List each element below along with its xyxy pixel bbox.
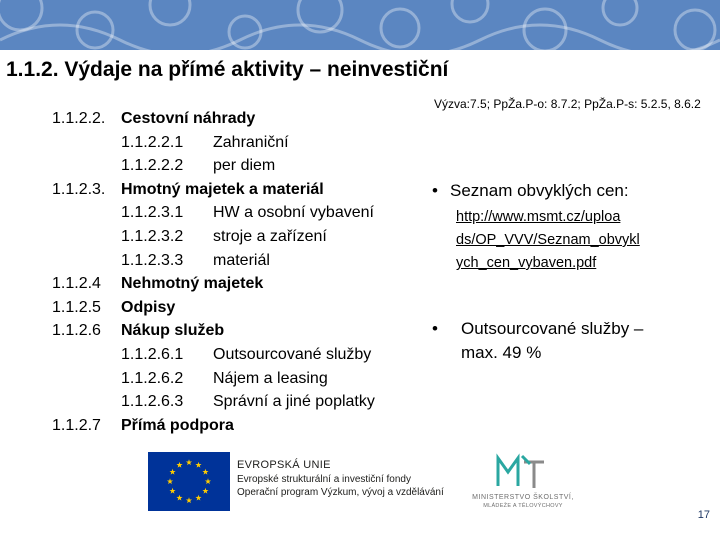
outline-number: 1.1.2.2. xyxy=(52,110,106,127)
band-pattern xyxy=(0,0,720,50)
outline-number: 1.1.2.3.3 xyxy=(121,251,184,269)
eu-line-2: Evropské strukturální a investiční fondy xyxy=(237,473,411,485)
eu-logo-text xyxy=(237,459,444,500)
outline-label: per diem xyxy=(213,157,276,175)
outline-label: Nehmotný majetek xyxy=(121,275,264,293)
eu-star-icon xyxy=(202,469,208,475)
eu-star-icon xyxy=(176,495,182,501)
outline-label: HW a osobní vybavení xyxy=(213,204,374,222)
price-list-link[interactable] xyxy=(456,206,676,275)
bullet-dot: • xyxy=(432,319,438,338)
msmt-text-1: MINISTERSTVO ŠKOLSTVÍ, xyxy=(472,494,574,501)
outline-number: 1.1.2.6.1 xyxy=(121,345,184,363)
outline-label: Outsourcované služby xyxy=(213,345,372,363)
outline-label: Odpisy xyxy=(121,298,176,316)
bullet-dot: • xyxy=(432,181,438,200)
eu-star-icon xyxy=(195,495,201,501)
eu-star-icon xyxy=(176,462,182,468)
bullet-outsourcing-line: Outsourcované služby – xyxy=(461,319,644,338)
eu-star-icon xyxy=(205,478,211,484)
outline-number: 1.1.2.3.2 xyxy=(121,227,184,245)
outline-label: Cestovní náhrady xyxy=(121,110,256,127)
page-number: 17 xyxy=(697,509,710,521)
outline-label: Hmotný majetek a materiál xyxy=(121,180,324,198)
eu-star-icon xyxy=(167,478,173,484)
link-line[interactable]: http://www.msmt.cz/uploa xyxy=(456,209,621,225)
bullet-outsourcing-line: max. 49 % xyxy=(461,343,542,362)
outline-label: Nájem a leasing xyxy=(213,369,328,387)
link-line[interactable]: ds/OP_VVV/Seznam_obvykl xyxy=(456,232,640,248)
bullet-price-list xyxy=(432,181,629,201)
eu-star-icon xyxy=(186,459,192,465)
eu-stars-icon xyxy=(148,452,230,511)
outline-label: Přímá podpora xyxy=(121,416,234,434)
eu-star-icon xyxy=(195,462,201,468)
link-line[interactable]: ych_cen_vybaven.pdf xyxy=(456,255,597,271)
outline-number: 1.1.2.7 xyxy=(52,416,101,434)
outline-label: materiál xyxy=(213,251,270,269)
outline-number: 1.1.2.6.2 xyxy=(121,369,184,387)
outline-number: 1.1.2.2.2 xyxy=(121,157,184,175)
slide-title: 1.1.2. Výdaje na přímé aktivity – neinvestiční xyxy=(6,58,449,81)
outline-label: Správní a jiné poplatky xyxy=(213,393,375,411)
outline-number: 1.1.2.3. xyxy=(52,180,106,198)
outline-label: Nákup služeb xyxy=(121,322,225,340)
outline-number: 1.1.2.6.3 xyxy=(121,393,184,411)
top-decorative-band xyxy=(0,0,720,50)
eu-star-icon xyxy=(186,497,192,503)
outline-number: 1.1.2.2.1 xyxy=(121,133,184,151)
eu-star-icon xyxy=(202,488,208,494)
eu-star-icon xyxy=(170,488,176,494)
msmt-emblem-icon xyxy=(494,452,550,492)
outline-label: stroje a zařízení xyxy=(213,227,327,245)
msmt-text-2: MLÁDEŽE A TĚLOVÝCHOVY xyxy=(483,503,563,509)
outline-number: 1.1.2.6 xyxy=(52,322,101,340)
eu-line-3: Operační program Výzkum, vývoj a vzdělávání xyxy=(237,487,444,498)
outline-number: 1.1.2.4 xyxy=(52,275,101,293)
vyzva-reference: Výzva:7.5; PpŽa.P-o: 8.7.2; PpŽa.P-s: 5.2.5, 8.6.2 xyxy=(434,97,701,111)
outline-number: 1.1.2.5 xyxy=(52,298,101,316)
eu-flag-logo xyxy=(148,452,230,511)
msmt-logo xyxy=(468,452,578,512)
outline-number: 1.1.2.3.1 xyxy=(121,204,184,222)
eu-star-icon xyxy=(170,469,176,475)
outline-label: Zahraniční xyxy=(213,133,289,151)
bullet-price-list-text: Seznam obvyklých cen: xyxy=(450,181,629,200)
eu-line-1: EVROPSKÁ UNIE xyxy=(237,459,331,471)
